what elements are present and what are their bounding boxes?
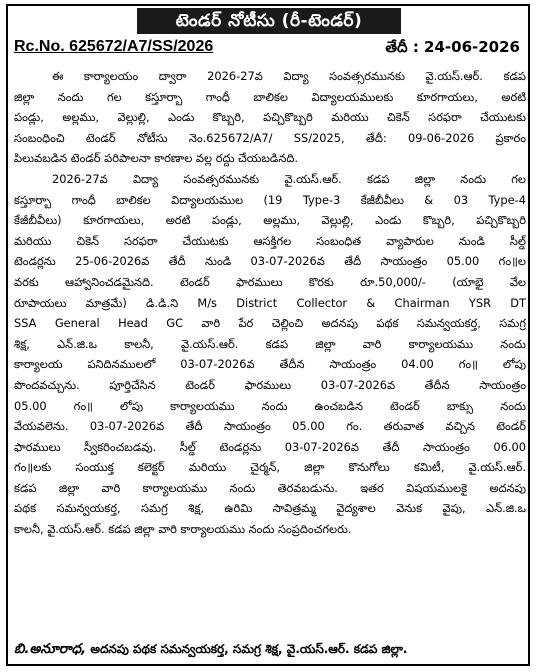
paragraph2-line: మరియు చికెన్ సరఫరా చేయుటకు ఆసక్తిగల సంబంధిత వ్యాపారుల నుండి సీల్డ్ <box>14 233 526 248</box>
reference-row <box>14 38 526 60</box>
paragraph2-line: 2026-27వ విద్యా సంవత్సరమునకు వై.యస్.ఆర్. కడప జిల్లా నందు గల <box>52 171 526 186</box>
notice-title: టెండర్ నోటీసు (రీ-టెండర్) <box>137 8 401 34</box>
paragraph2-line: రూపాయలు మాత్రమే) డి.డి.ని M/s District Collector & Chairman YSR DT <box>14 295 526 310</box>
paragraph2-line: SSA General Head GC వారి పేర చెల్లించి అదనపు పథక సమన్వయకర్త, సమగ్ర <box>14 316 526 331</box>
signatory-designation: అదనపు పథక సమన్వయకర్త, సమగ్ర శిక్ష, వై.యస్.ఆర్. కడప జిల్లా. <box>90 642 408 656</box>
paragraph2-line: కార్యాలయ పనిదినములలో 03-07-2026వ తేదీన సాయంత్రం 04.00 గం॥ లోపు <box>14 357 526 372</box>
paragraph2-line: పథక సమన్వయకర్త, సమగ్ర శిక్ష, ఉరిమి సావిత్రమ్మ వైద్యశాల వెనుక వైపు, ఎన్.జి.ఒ <box>14 501 526 516</box>
paragraph2-line: ఫారములు స్వీకరించబడవు. సీల్డ్ టెండర్లను 03-07-2026వ తేదీ సాయంత్రం 06.00 <box>14 439 526 454</box>
paragraph2-line: కడప జిల్లా వారి కార్యాలయము నందు తెరవబడును. ఇతర విషయములకై అదనపు <box>14 480 526 495</box>
paragraph1-line: జిల్లా నందు గల కస్తూర్బా గాంధీ బాలికల విద్యాలయములకు కూరగాయలు, అరటి <box>14 89 526 104</box>
paragraph1-line: సంబంధించి టెండర్ నోటీసు నెం.625672/A7/ SS/2025, తేదీ: 09-06-2026 ప్రకారం <box>14 130 526 145</box>
notice-date: తేదీ : 24-06-2026 <box>385 38 520 56</box>
paragraph2-line: కాలనీ, వై.యస్.ఆర్. కడప జిల్లా వారి కార్యాలయము నందు సంప్రదించగలరు. <box>14 522 352 537</box>
paragraph2-line: శిక్ష, ఎన్.జి.ఒ కాలనీ, వై.యస్.ఆర్. కడప జిల్లా వారి కార్యాలయము నందు <box>14 336 526 351</box>
signature-line <box>14 641 526 663</box>
paragraph2-line: టెండర్లను 25-06-2026వ తేదీ నుండి 03-07-2026వ తేదీ సాయంత్రం 05.00 గం॥ల <box>14 254 526 269</box>
paragraph2-line: వేయవలెను. 03-07-2026వ తేదీ సాయంత్రం 05.00 గం. తరువాత వచ్చిన టెండర్ <box>14 419 526 434</box>
paragraph2-line: 05.00 గం॥ లోపు కార్యాలయము నందు ఉంచబడిన టెండర్ బాక్సు నందు <box>14 398 526 413</box>
paragraph1-line: ఈ కార్యాలయం ద్వారా 2026-27వ విద్యా సంవత్సరమునకు వై.యస్.ఆర్. కడప <box>52 69 526 83</box>
paragraph2-line: కస్తూర్బా గాంధీ బాలికల విద్యాలయముల (19 Type-3 కేజీబీవీలు & 03 Type-4 <box>14 192 526 207</box>
paragraph2-line: వరకు ఆహ్వానించడమైనది. టెండర్ ఫారములు కొరకు రూ.50,000/- (యాభై వేల <box>14 274 526 289</box>
reference-number: Rc.No. 625672/A7/SS/2026 <box>14 38 214 55</box>
notice-body <box>14 66 526 540</box>
paragraph2-line: గం॥లకు సంయుక్త కలెక్టర్ మరియు చైర్మన్, జిల్లా కొనుగోలు కమిటీ, వై.యస్.ఆర్. <box>14 460 526 475</box>
paragraph1-line: పండ్లు, అల్లము, వెల్లుల్లి, ఎండు కొబ్బరి, పచ్చికొబ్బరి మరియు చికెన్ సరఫరా చేయుటకు <box>14 110 526 125</box>
signatory-name: బి.అనూరాధ, <box>14 641 87 657</box>
paragraph2-line: పొందవచ్చును. పూర్తిచేసిన టెండర్ ఫారములు 03-07-2026వ తేదీన సాయంత్రం <box>14 377 526 392</box>
paragraph2-line: కేజీబీవీలు) కూరగాయలు, అరటి పండ్లు, అల్లము, వెల్లుల్లి, ఎండు కొబ్బరి, పచ్చికొబ్బరి <box>14 213 526 228</box>
paragraph1-line: పిలువబడిన టెండర్ పరిపాలనా కారణాల వల్ల రద్దు చేయబడినది. <box>14 151 298 166</box>
